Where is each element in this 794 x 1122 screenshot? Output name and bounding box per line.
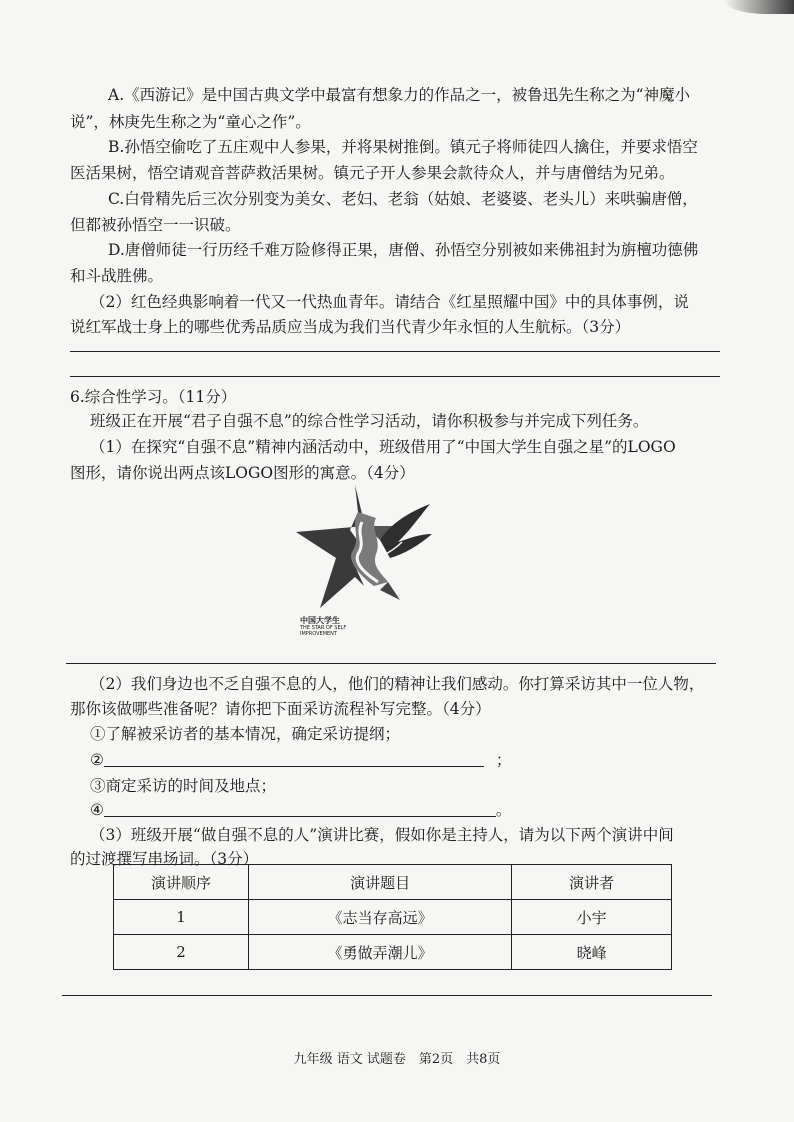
header-topic: 演讲题目	[249, 865, 512, 900]
answer-line[interactable]	[70, 376, 720, 377]
row-order: 1	[114, 900, 249, 935]
row-topic: 《志当存高远》	[249, 900, 512, 935]
interview-step-3: ③商定采访的时间及地点；	[90, 777, 277, 795]
q6-intro: 班级正在开展“君子自强不息”的综合性学习活动，请你积极参与并完成下列任务。	[90, 412, 649, 430]
step-4-number: ④	[90, 801, 104, 819]
option-d-line2: 和斗战胜佛。	[70, 267, 164, 285]
row-topic: 《勇做弄潮儿》	[249, 935, 512, 970]
page-footer: 九年级 语文 试题卷 第2页 共8页	[293, 1052, 501, 1067]
answer-line[interactable]	[66, 663, 716, 664]
q6-sub3-line2: 的过渡撰写串场词。（3分）	[70, 850, 259, 868]
q6-sub1-line2: 图形，请你说出两点该LOGO图形的寓意。（4分）	[70, 464, 415, 482]
q5-sub2-line1: （2）红色经典影响着一代又一代热血青年。请结合《红星照耀中国》中的具体事例，说	[90, 293, 689, 311]
answer-line[interactable]	[62, 995, 712, 996]
scan-smudge	[724, 0, 794, 14]
row-speaker: 小宇	[512, 900, 672, 935]
option-c-line2: 但都被孙悟空一一识破。	[70, 216, 241, 234]
step-2-blank[interactable]	[104, 750, 484, 767]
q6-sub1-line1: （1）在探究“自强不息”精神内涵活动中，班级借用了“中国大学生自强之星”的LOGO	[90, 438, 676, 456]
q6-sub3-line1: （3）班级开展“做自强不息的人”演讲比赛，假如你是主持人，请为以下两个演讲中间	[90, 826, 674, 844]
table-row	[114, 935, 672, 970]
q6-sub2-line2: 那你该做哪些准备呢？请你把下面采访流程补写完整。（4分）	[70, 700, 491, 718]
logo-english-text: THE STAR OF SELF IMPROVEMENT	[300, 625, 347, 637]
step-4-blank[interactable]	[104, 800, 496, 817]
interview-step-4	[90, 799, 740, 821]
q6-sub2-line1: （2）我们身边也不乏自强不息的人，他们的精神让我们感动。你打算采访其中一位人物，	[90, 675, 705, 693]
step-2-end: ；	[495, 751, 512, 769]
option-a-line2: 说”，林庚先生称之为“童心之作”。	[70, 113, 311, 131]
speech-order-table	[113, 864, 672, 970]
step-4-end: 。	[495, 801, 512, 819]
interview-step-1: ①了解被采访者的基本情况，确定采访提纲；	[90, 725, 401, 743]
step-2-number: ②	[90, 751, 104, 769]
table-row	[114, 900, 672, 935]
self-improvement-star-logo	[292, 482, 442, 642]
option-b-line1: B.孙悟空偷吃了五庄观中人参果，并将果树推倒。镇元子将师徒四人擒住，并要求悟空	[108, 138, 698, 156]
table-header-row	[114, 865, 672, 900]
option-a-line1: A.《西游记》是中国古典文学中最富有想象力的作品之一，被鲁迅先生称之为“神魔小	[108, 86, 691, 104]
row-order: 2	[114, 935, 249, 970]
star-logo-graphic	[292, 482, 442, 614]
logo-chinese-text: 中国大学生	[300, 616, 340, 625]
header-speaker: 演讲者	[512, 865, 672, 900]
row-speaker: 晓峰	[512, 935, 672, 970]
option-b-line2: 医活果树，悟空请观音菩萨救活果树。镇元子开人参果会款待众人，并与唐僧结为兄弟。	[70, 164, 675, 182]
q5-sub2-line2: 说红军战士身上的哪些优秀品质应当成为我们当代青少年永恒的人生航标。（3分）	[70, 318, 631, 336]
header-order: 演讲顺序	[114, 865, 249, 900]
q6-title: 6.综合性学习。（11分）	[70, 388, 237, 406]
option-c-line1: C.白骨精先后三次分别变为美女、老妇、老翁（姑娘、老婆婆、老头儿）来哄骗唐僧，	[108, 190, 698, 208]
answer-line[interactable]	[70, 351, 720, 352]
option-d-line1: D.唐僧师徒一行历经千难万险修得正果，唐僧、孙悟空分别被如来佛祖封为旃檀功德佛	[108, 241, 699, 259]
interview-step-2	[90, 749, 740, 771]
